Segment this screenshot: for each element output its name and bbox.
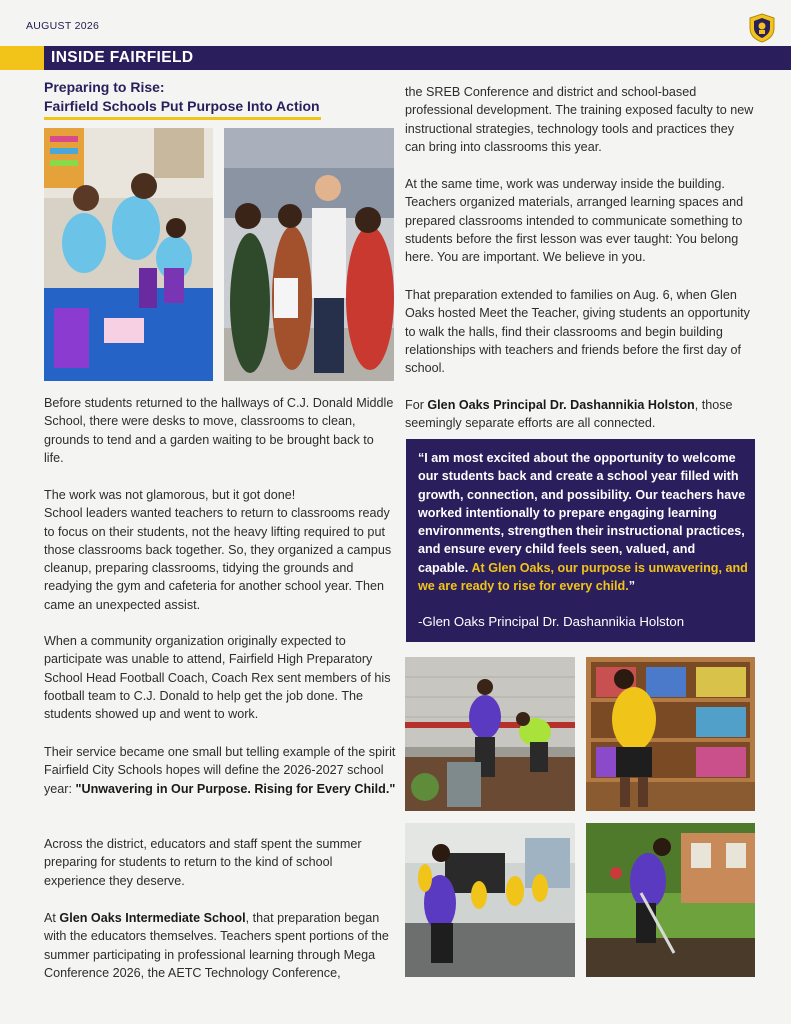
section-title: INSIDE FAIRFIELD [51, 49, 194, 66]
left-paragraph-3: When a community organization originally expected to participate was unable to attend, Fairfield High Preparatory School Head Football Coach, Coach Rex sent members of his football team to C.J. Donald to help get the job done. The students showed up and went to work. [44, 634, 391, 722]
headline-underline [44, 117, 321, 120]
photo-student-yardwork [586, 823, 755, 977]
right-paragraph-3: That preparation extended to families on Aug. 6, when Glen Oaks hosted Meet the Teacher, giving students an opportunity to walk the halls, find their classrooms and begin building relationships with teachers and friends before the first day of school. [405, 288, 750, 376]
left-paragraph-4-text: Their service became one small but telling example of the spirit Fairfield City Schools hopes will define the 2026-2027 school year: [44, 745, 396, 796]
left-paragraph-5: Across the district, educators and staff spent the summer preparing for students to return to the kind of school experience they deserve. [44, 837, 362, 888]
right-paragraph-4-post: , those seemingly separate efforts are all connected. [405, 398, 733, 431]
school-crest-icon [748, 13, 776, 43]
left-paragraph-2-body: School leaders wanted teachers to return to classrooms ready to focus on their students, not the heavy lifting required to put those classrooms back together. So, they organized a campus cleanup, preparing classrooms, tidying the grounds and readying the gym and cafeteria for another school year. Then came an unexpected assist. [44, 506, 392, 612]
principal-name: Glen Oaks Principal Dr. Dashannikia Holston [427, 398, 695, 412]
school-name-glen-oaks: Glen Oaks Intermediate School [59, 911, 246, 925]
quote-highlight: At Glen Oaks, our purpose is unwavering, and we are ready to rise for every child. [418, 560, 748, 594]
left-paragraph-6-post: , that preparation began with the educators themselves. Teachers spent portions of the summer participating in professional learning through Mega Conference 2026, the AETC Technology Conference, [44, 911, 389, 980]
quote-attribution: -Glen Oaks Principal Dr. Dashannikia Holston [418, 614, 685, 629]
photo-students-gardening [405, 657, 575, 811]
photo-staff-group [224, 128, 394, 381]
article-headline [44, 78, 334, 116]
right-paragraph-2: At the same time, work was underway inside the building. Teachers organized materials, arranged learning spaces and prepared classrooms intended to communicate something to students before the first lesson was ever taught: You belong here. You are important. We believe in you. [405, 177, 744, 265]
left-paragraph-2-lead: The work was not glamorous, but it got done! [44, 488, 296, 502]
photo-students-classroom [405, 823, 575, 977]
quote-open-mark: “ [418, 451, 425, 465]
left-paragraph-1: Before students returned to the hallways of C.J. Donald Middle School, there were desks to move, classrooms to clean, grounds to tend and a garden waiting to be brought back to life. [44, 396, 394, 465]
photo-volunteers-table [44, 128, 213, 381]
right-paragraph-4-pre: For [405, 398, 428, 412]
theme-slogan: "Unwavering in Our Purpose. Rising for Every Child." [75, 781, 396, 796]
photo-student-library [586, 657, 755, 811]
issue-date: AUGUST 2026 [26, 20, 100, 32]
left-paragraph-2 [44, 486, 396, 614]
right-paragraph-1: the SREB Conference and district and school-based professional development. The training exposed faculty to new instructional strategies, technology tools and practices they can bring into classrooms this year. [405, 85, 754, 154]
quote-text: I am most excited about the opportunity to welcome our students back and create a school year filled with growth, connection, and possibility. Our teachers have worked intentionally to prepare engaging learning environments, strengthen their instructional practices, and ensure every child feels seen, valued, and capable. [418, 451, 746, 575]
left-paragraph-6 [44, 909, 396, 982]
quote-close-mark: ” [628, 579, 635, 594]
right-paragraph-4 [405, 396, 755, 433]
section-banner-accent [0, 46, 44, 70]
left-paragraph-4 [44, 743, 396, 798]
left-paragraph-6-pre: At [44, 911, 60, 925]
headline-line-2: Fairfield Schools Put Purpose Into Action [44, 98, 320, 114]
headline-line-1: Preparing to Rise: [44, 79, 165, 95]
pull-quote [418, 449, 748, 595]
